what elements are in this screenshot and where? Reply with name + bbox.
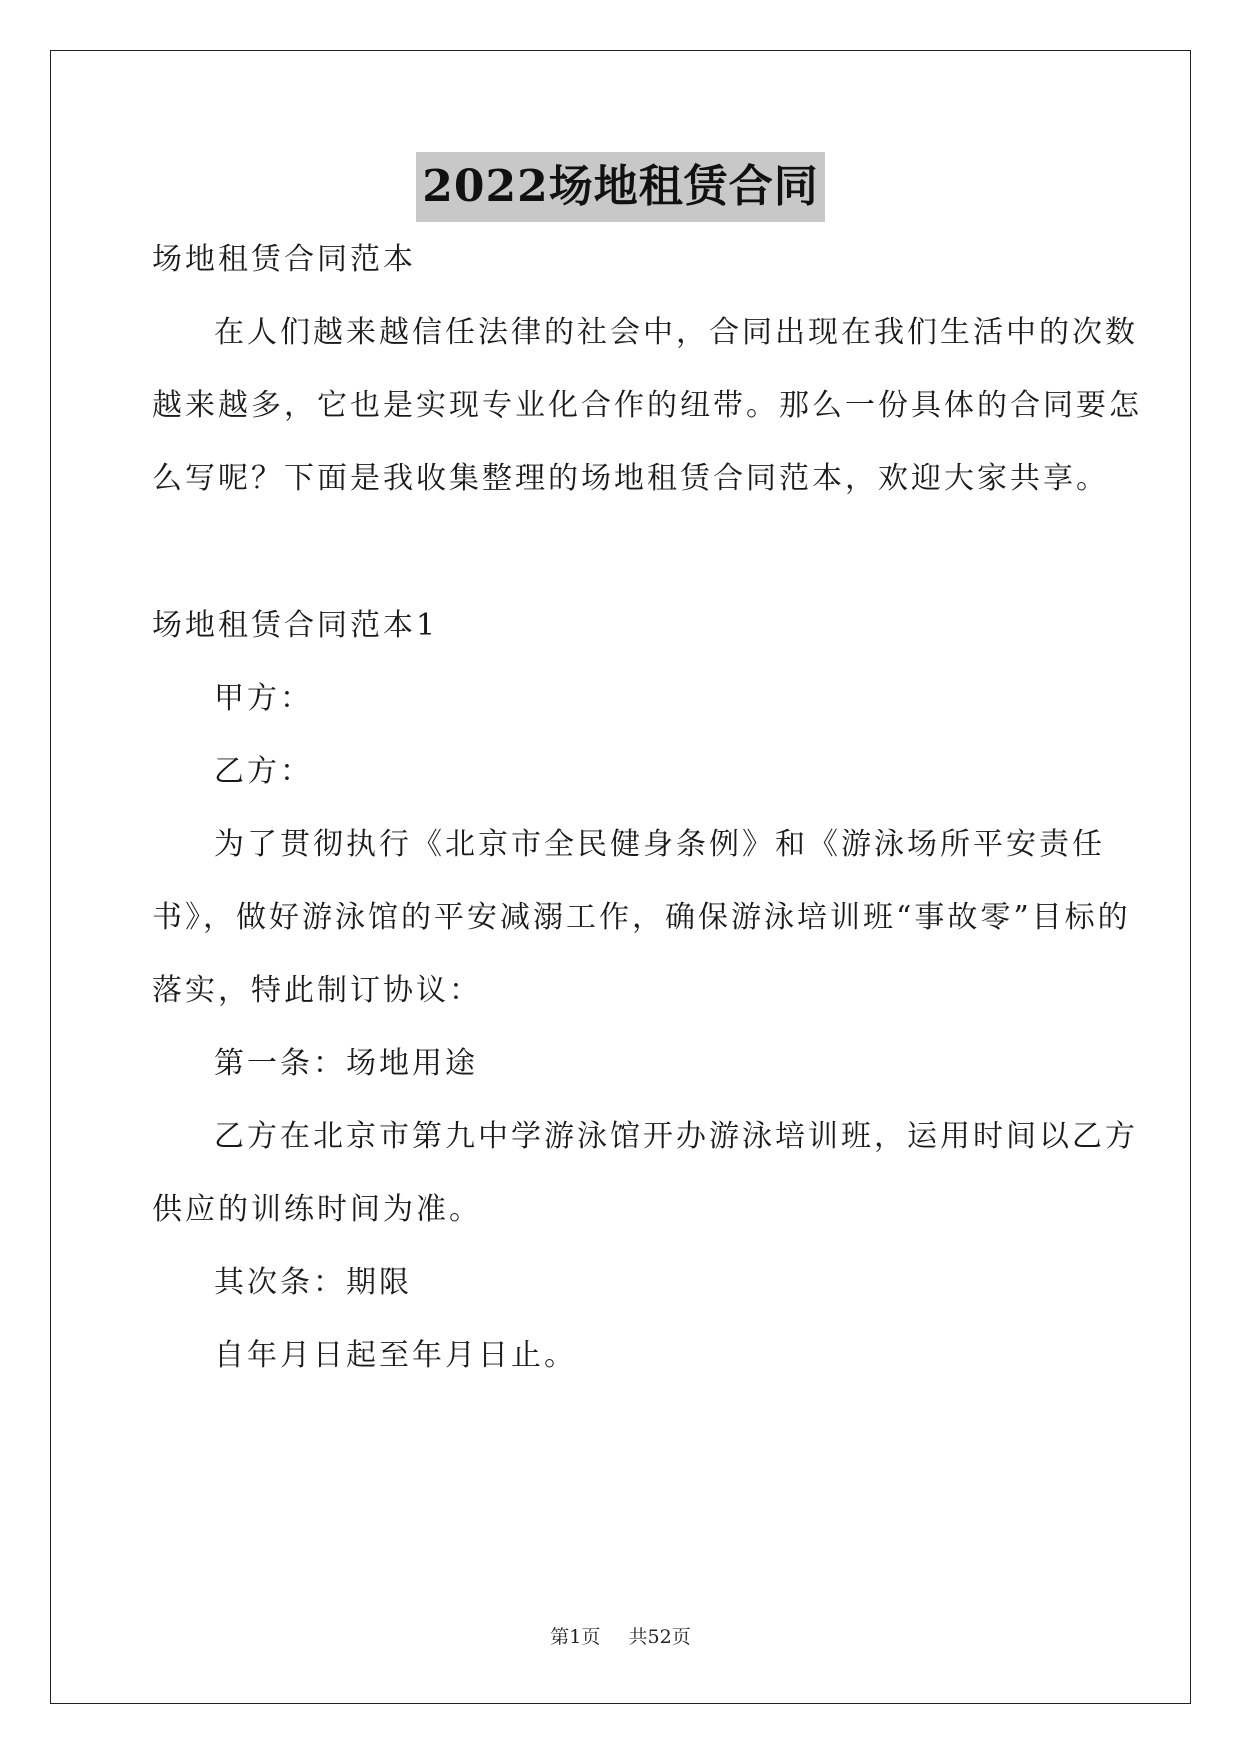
purpose-line-2: 书》，做好游泳馆的平安减溺工作，确保游泳培训班“事故零”目标的 <box>152 900 1131 935</box>
page-footer <box>0 1622 1241 1649</box>
article-1-heading: 第一条：场地用途 <box>214 1046 478 1081</box>
title-wrap <box>0 152 1241 222</box>
article-1-line-1: 乙方在北京市第九中学游泳馆开办游泳培训班，运用时间以乙方 <box>214 1119 1138 1154</box>
purpose-line-3: 落实，特此制订协议： <box>152 973 482 1008</box>
intro-line-1: 在人们越来越信任法律的社会中，合同出现在我们生活中的次数 <box>214 315 1138 350</box>
article-2-heading: 其次条：期限 <box>214 1265 412 1300</box>
document-title: 2022场地租赁合同 <box>416 152 824 222</box>
intro-line-3: 么写呢？下面是我收集整理的场地租赁合同范本，欢迎大家共享。 <box>152 461 1109 496</box>
subtitle: 场地租赁合同范本 <box>152 242 416 277</box>
party-a: 甲方： <box>214 681 313 716</box>
total-pages: 共52页 <box>628 1626 691 1648</box>
purpose-line-1: 为了贯彻执行《北京市全民健身条例》和《游泳场所平安责任 <box>214 827 1105 862</box>
party-b: 乙方： <box>214 754 313 789</box>
article-2-line-1: 自年月日起至年月日止。 <box>214 1338 577 1373</box>
page-number: 第1页 <box>550 1626 601 1648</box>
page-border <box>50 50 1191 1704</box>
intro-line-2: 越来越多，它也是实现专业化合作的纽带。那么一份具体的合同要怎 <box>152 388 1142 423</box>
article-1-line-2: 供应的训练时间为准。 <box>152 1192 482 1227</box>
section-heading: 场地租赁合同范本1 <box>152 608 439 643</box>
